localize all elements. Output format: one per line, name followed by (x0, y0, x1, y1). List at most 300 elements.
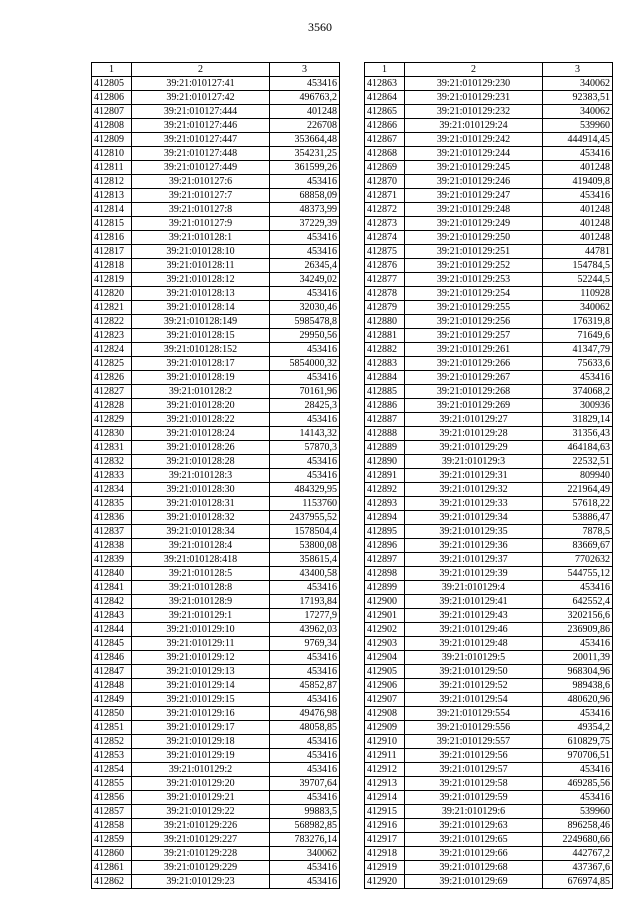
cadastral-number-cell: 39:21:010129:54 (405, 693, 543, 707)
cadastral-number-cell: 39:21:010128:19 (132, 371, 270, 385)
table-row (92, 483, 340, 497)
cadastral-number-cell: 39:21:010127:41 (132, 77, 270, 91)
table-row (92, 665, 340, 679)
value-cell: 32030,46 (270, 301, 340, 315)
cadastral-number-cell: 39:21:010129:230 (405, 77, 543, 91)
value-cell: 43962,03 (270, 623, 340, 637)
row-number-cell: 412856 (92, 791, 132, 805)
table-row (92, 161, 340, 175)
cadastral-number-cell: 39:21:010129:15 (132, 693, 270, 707)
row-number-cell: 412851 (92, 721, 132, 735)
row-number-cell: 412864 (365, 91, 405, 105)
table-header (365, 63, 613, 77)
value-cell: 49354,2 (543, 721, 613, 735)
table-row (92, 231, 340, 245)
cadastral-number-cell: 39:21:010129:13 (132, 665, 270, 679)
value-cell: 453416 (270, 343, 340, 357)
value-cell: 642552,4 (543, 595, 613, 609)
value-cell: 154784,5 (543, 259, 613, 273)
row-number-cell: 412845 (92, 637, 132, 651)
row-number-cell: 412915 (365, 805, 405, 819)
cadastral-number-cell: 39:21:010128:24 (132, 427, 270, 441)
row-number-cell: 412829 (92, 413, 132, 427)
value-cell: 453416 (270, 791, 340, 805)
table-row (365, 413, 613, 427)
table-row (365, 455, 613, 469)
row-number-cell: 412889 (365, 441, 405, 455)
value-cell: 480620,96 (543, 693, 613, 707)
cadastral-number-cell: 39:21:010129:12 (132, 651, 270, 665)
page-number: 3560 (308, 20, 332, 34)
table-body (365, 77, 613, 889)
value-cell: 539960 (543, 119, 613, 133)
value-cell: 970706,51 (543, 749, 613, 763)
row-number-cell: 412865 (365, 105, 405, 119)
row-number-cell: 412815 (92, 217, 132, 231)
cadastral-number-cell: 39:21:010129:1 (132, 609, 270, 623)
row-number-cell: 412913 (365, 777, 405, 791)
value-cell: 48373,99 (270, 203, 340, 217)
cadastral-number-cell: 39:21:010129:249 (405, 217, 543, 231)
table-row (365, 147, 613, 161)
table-row (365, 833, 613, 847)
cadastral-number-cell: 39:21:010127:8 (132, 203, 270, 217)
cadastral-number-cell: 39:21:010129:19 (132, 749, 270, 763)
table-row (365, 749, 613, 763)
row-number-cell: 412807 (92, 105, 132, 119)
table-row (365, 707, 613, 721)
row-number-cell: 412857 (92, 805, 132, 819)
cadastral-number-cell: 39:21:010129:11 (132, 637, 270, 651)
table-row (92, 847, 340, 861)
row-number-cell: 412866 (365, 119, 405, 133)
cadastral-number-cell: 39:21:010129:5 (405, 651, 543, 665)
table-row (92, 343, 340, 357)
value-cell: 221964,49 (543, 483, 613, 497)
value-cell: 453416 (270, 77, 340, 91)
row-number-cell: 412858 (92, 819, 132, 833)
cadastral-number-cell: 39:21:010129:229 (132, 861, 270, 875)
row-number-cell: 412809 (92, 133, 132, 147)
row-number-cell: 412825 (92, 357, 132, 371)
table-row (365, 875, 613, 889)
value-cell: 453416 (543, 637, 613, 651)
row-number-cell: 412863 (365, 77, 405, 91)
cadastral-number-cell: 39:21:010129:43 (405, 609, 543, 623)
table-row (92, 77, 340, 91)
value-cell: 453416 (270, 875, 340, 889)
table-row (365, 175, 613, 189)
header-cell-2: 2 (405, 63, 543, 77)
cadastral-number-cell: 39:21:010127:449 (132, 161, 270, 175)
row-number-cell: 412846 (92, 651, 132, 665)
table-row (365, 203, 613, 217)
cadastral-number-cell: 39:21:010129:255 (405, 301, 543, 315)
cadastral-number-cell: 39:21:010129:17 (132, 721, 270, 735)
cadastral-number-cell: 39:21:010129:251 (405, 245, 543, 259)
value-cell: 9769,34 (270, 637, 340, 651)
row-number-cell: 412822 (92, 315, 132, 329)
row-number-cell: 412810 (92, 147, 132, 161)
table-row (365, 763, 613, 777)
table-row (92, 259, 340, 273)
value-cell: 453416 (543, 189, 613, 203)
value-cell: 809940 (543, 469, 613, 483)
table-row (92, 511, 340, 525)
table-row (365, 133, 613, 147)
value-cell: 544755,12 (543, 567, 613, 581)
cadastral-number-cell: 39:21:010129:554 (405, 707, 543, 721)
cadastral-number-cell: 39:21:010129:58 (405, 777, 543, 791)
table-row (92, 175, 340, 189)
cadastral-number-cell: 39:21:010129:32 (405, 483, 543, 497)
value-cell: 419409,8 (543, 175, 613, 189)
value-cell: 453416 (270, 581, 340, 595)
row-number-cell: 412907 (365, 693, 405, 707)
cadastral-number-cell: 39:21:010129:254 (405, 287, 543, 301)
value-cell: 401248 (543, 231, 613, 245)
cadastral-number-cell: 39:21:010129:231 (405, 91, 543, 105)
row-number-cell: 412848 (92, 679, 132, 693)
table-row (92, 413, 340, 427)
row-number-cell: 412904 (365, 651, 405, 665)
value-cell: 22532,51 (543, 455, 613, 469)
table-row (92, 287, 340, 301)
row-number-cell: 412806 (92, 91, 132, 105)
row-number-cell: 412910 (365, 735, 405, 749)
row-number-cell: 412817 (92, 245, 132, 259)
cadastral-number-cell: 39:21:010129:253 (405, 273, 543, 287)
table-row (92, 791, 340, 805)
table-row (92, 497, 340, 511)
value-cell: 496763,2 (270, 91, 340, 105)
value-cell: 5854000,32 (270, 357, 340, 371)
cadastral-number-cell: 39:21:010128:32 (132, 511, 270, 525)
cadastral-number-cell: 39:21:010128:3 (132, 469, 270, 483)
value-cell: 44781 (543, 245, 613, 259)
row-number-cell: 412812 (92, 175, 132, 189)
table-row (92, 119, 340, 133)
row-number-cell: 412885 (365, 385, 405, 399)
table-header (92, 63, 340, 77)
row-number-cell: 412847 (92, 665, 132, 679)
value-cell: 353664,48 (270, 133, 340, 147)
row-number-cell: 412911 (365, 749, 405, 763)
row-number-cell: 412916 (365, 819, 405, 833)
table-row (365, 161, 613, 175)
row-number-cell: 412840 (92, 567, 132, 581)
cadastral-number-cell: 39:21:010128:20 (132, 399, 270, 413)
table-row (365, 273, 613, 287)
value-cell: 539960 (543, 805, 613, 819)
value-cell: 453416 (270, 763, 340, 777)
value-cell: 444914,45 (543, 133, 613, 147)
table-row (365, 637, 613, 651)
value-cell: 28425,3 (270, 399, 340, 413)
table-row (92, 833, 340, 847)
value-cell: 53800,08 (270, 539, 340, 553)
value-cell: 453416 (543, 707, 613, 721)
table-row (365, 427, 613, 441)
cadastral-number-cell: 39:21:010129:68 (405, 861, 543, 875)
row-number-cell: 412819 (92, 273, 132, 287)
value-cell: 340062 (543, 105, 613, 119)
cadastral-number-cell: 39:21:010129:37 (405, 553, 543, 567)
table-row (92, 819, 340, 833)
value-cell: 300936 (543, 399, 613, 413)
cadastral-number-cell: 39:21:010129:268 (405, 385, 543, 399)
cadastral-number-cell: 39:21:010129:269 (405, 399, 543, 413)
value-cell: 401248 (543, 217, 613, 231)
cadastral-number-cell: 39:21:010129:66 (405, 847, 543, 861)
cadastral-number-cell: 39:21:010129:28 (405, 427, 543, 441)
cadastral-number-cell: 39:21:010129:46 (405, 623, 543, 637)
row-number-cell: 412920 (365, 875, 405, 889)
table-row (92, 875, 340, 889)
row-number-cell: 412874 (365, 231, 405, 245)
row-number-cell: 412898 (365, 567, 405, 581)
table-row (365, 483, 613, 497)
value-cell: 14143,32 (270, 427, 340, 441)
cadastral-number-cell: 39:21:010129:245 (405, 161, 543, 175)
cadastral-number-cell: 39:21:010128:152 (132, 343, 270, 357)
row-number-cell: 412805 (92, 77, 132, 91)
value-cell: 75633,6 (543, 357, 613, 371)
value-cell: 401248 (270, 105, 340, 119)
row-number-cell: 412826 (92, 371, 132, 385)
row-number-cell: 412873 (365, 217, 405, 231)
value-cell: 45852,87 (270, 679, 340, 693)
row-number-cell: 412844 (92, 623, 132, 637)
value-cell: 5985478,8 (270, 315, 340, 329)
value-cell: 34249,02 (270, 273, 340, 287)
row-number-cell: 412839 (92, 553, 132, 567)
cadastral-number-cell: 39:21:010129:2 (132, 763, 270, 777)
cadastral-number-cell: 39:21:010127:446 (132, 119, 270, 133)
row-number-cell: 412842 (92, 595, 132, 609)
table-row (92, 595, 340, 609)
value-cell: 453416 (543, 763, 613, 777)
value-cell: 453416 (270, 693, 340, 707)
value-cell: 52244,5 (543, 273, 613, 287)
value-cell: 57870,3 (270, 441, 340, 455)
row-number-cell: 412816 (92, 231, 132, 245)
row-number-cell: 412894 (365, 511, 405, 525)
cadastral-number-cell: 39:21:010128:5 (132, 567, 270, 581)
table-row (365, 539, 613, 553)
cadastral-number-cell: 39:21:010128:17 (132, 357, 270, 371)
value-cell: 236909,86 (543, 623, 613, 637)
cadastral-number-cell: 39:21:010127:444 (132, 105, 270, 119)
table-row (365, 301, 613, 315)
table-row (365, 511, 613, 525)
row-number-cell: 412896 (365, 539, 405, 553)
row-number-cell: 412890 (365, 455, 405, 469)
row-number-cell: 412883 (365, 357, 405, 371)
table-row (365, 805, 613, 819)
table-row (92, 469, 340, 483)
value-cell: 37229,39 (270, 217, 340, 231)
cadastral-number-cell: 39:21:010128:10 (132, 245, 270, 259)
value-cell: 374068,2 (543, 385, 613, 399)
cadastral-number-cell: 39:21:010129:246 (405, 175, 543, 189)
row-number-cell: 412902 (365, 623, 405, 637)
table-row (92, 693, 340, 707)
row-number-cell: 412887 (365, 413, 405, 427)
value-cell: 437367,6 (543, 861, 613, 875)
value-cell: 453416 (270, 245, 340, 259)
row-number-cell: 412882 (365, 343, 405, 357)
value-cell: 31356,43 (543, 427, 613, 441)
value-cell: 464184,63 (543, 441, 613, 455)
table-row (365, 791, 613, 805)
cadastral-number-cell: 39:21:010129:21 (132, 791, 270, 805)
row-number-cell: 412903 (365, 637, 405, 651)
value-cell: 48058,85 (270, 721, 340, 735)
cadastral-number-cell: 39:21:010129:23 (132, 875, 270, 889)
table-row (92, 133, 340, 147)
table-row (92, 539, 340, 553)
table-row (365, 861, 613, 875)
value-cell: 453416 (270, 175, 340, 189)
cadastral-number-cell: 39:21:010127:6 (132, 175, 270, 189)
value-cell: 176319,8 (543, 315, 613, 329)
value-cell: 484329,95 (270, 483, 340, 497)
table-row (92, 147, 340, 161)
cadastral-number-cell: 39:21:010128:31 (132, 497, 270, 511)
table-row (365, 651, 613, 665)
cadastral-number-cell: 39:21:010129:248 (405, 203, 543, 217)
value-cell: 469285,56 (543, 777, 613, 791)
cadastral-number-cell: 39:21:010129:3 (405, 455, 543, 469)
table-row (365, 623, 613, 637)
table-row (92, 805, 340, 819)
row-number-cell: 412838 (92, 539, 132, 553)
value-cell: 340062 (543, 301, 613, 315)
cadastral-number-cell: 39:21:010128:149 (132, 315, 270, 329)
value-cell: 57618,22 (543, 497, 613, 511)
value-cell: 453416 (270, 469, 340, 483)
row-number-cell: 412914 (365, 791, 405, 805)
value-cell: 453416 (270, 371, 340, 385)
value-cell: 358615,4 (270, 553, 340, 567)
cadastral-number-cell: 39:21:010128:30 (132, 483, 270, 497)
cadastral-number-cell: 39:21:010129:59 (405, 791, 543, 805)
value-cell: 41347,79 (543, 343, 613, 357)
value-cell: 29950,56 (270, 329, 340, 343)
cadastral-number-cell: 39:21:010129:232 (405, 105, 543, 119)
table-row (92, 679, 340, 693)
table-row (92, 399, 340, 413)
cadastral-number-cell: 39:21:010127:42 (132, 91, 270, 105)
value-cell: 20011,39 (543, 651, 613, 665)
cadastral-number-cell: 39:21:010129:18 (132, 735, 270, 749)
table-row (92, 245, 340, 259)
row-number-cell: 412892 (365, 483, 405, 497)
table-row (365, 567, 613, 581)
table-row (365, 441, 613, 455)
row-number-cell: 412831 (92, 441, 132, 455)
row-number-cell: 412872 (365, 203, 405, 217)
table-row (365, 721, 613, 735)
row-number-cell: 412886 (365, 399, 405, 413)
value-cell: 31829,14 (543, 413, 613, 427)
row-number-cell: 412908 (365, 707, 405, 721)
cadastral-number-cell: 39:21:010128:11 (132, 259, 270, 273)
cadastral-number-cell: 39:21:010129:556 (405, 721, 543, 735)
value-cell: 17277,9 (270, 609, 340, 623)
table-row (92, 427, 340, 441)
row-number-cell: 412841 (92, 581, 132, 595)
value-cell: 1578504,4 (270, 525, 340, 539)
cadastral-number-cell: 39:21:010128:28 (132, 455, 270, 469)
table-row (365, 329, 613, 343)
header-cell-3: 3 (543, 63, 613, 77)
cadastral-number-cell: 39:21:010127:9 (132, 217, 270, 231)
cadastral-number-cell: 39:21:010127:448 (132, 147, 270, 161)
value-cell: 453416 (543, 371, 613, 385)
header-cell-1: 1 (92, 63, 132, 77)
value-cell: 71649,6 (543, 329, 613, 343)
value-cell: 453416 (270, 735, 340, 749)
table-row (92, 749, 340, 763)
value-cell: 7878,5 (543, 525, 613, 539)
row-number-cell: 412876 (365, 259, 405, 273)
cadastral-number-cell: 39:21:010129:242 (405, 133, 543, 147)
cadastral-number-cell: 39:21:010129:33 (405, 497, 543, 511)
table-row (365, 581, 613, 595)
cadastral-number-cell: 39:21:010128:2 (132, 385, 270, 399)
value-cell: 453416 (270, 651, 340, 665)
table-row (92, 637, 340, 651)
value-cell: 783276,14 (270, 833, 340, 847)
value-cell: 453416 (543, 791, 613, 805)
row-number-cell: 412909 (365, 721, 405, 735)
table-row (92, 777, 340, 791)
cadastral-number-cell: 39:21:010128:4 (132, 539, 270, 553)
value-cell: 1153760 (270, 497, 340, 511)
cadastral-number-cell: 39:21:010129:36 (405, 539, 543, 553)
row-number-cell: 412813 (92, 189, 132, 203)
table-row (365, 553, 613, 567)
value-cell: 92383,51 (543, 91, 613, 105)
cadastral-number-cell: 39:21:010129:69 (405, 875, 543, 889)
cadastral-number-cell: 39:21:010129:24 (405, 119, 543, 133)
table-row (365, 259, 613, 273)
row-number-cell: 412867 (365, 133, 405, 147)
table-row (92, 735, 340, 749)
cadastral-number-cell: 39:21:010129:266 (405, 357, 543, 371)
table-row (92, 651, 340, 665)
cadastral-number-cell: 39:21:010129:256 (405, 315, 543, 329)
cadastral-number-cell: 39:21:010129:52 (405, 679, 543, 693)
table-row (365, 399, 613, 413)
row-number-cell: 412814 (92, 203, 132, 217)
value-cell: 340062 (270, 847, 340, 861)
value-cell: 453416 (270, 861, 340, 875)
row-number-cell: 412870 (365, 175, 405, 189)
table-row (92, 385, 340, 399)
table-row (365, 343, 613, 357)
table-row (92, 273, 340, 287)
table-row (92, 623, 340, 637)
cadastral-number-cell: 39:21:010128:15 (132, 329, 270, 343)
table-row (365, 693, 613, 707)
cadastral-number-cell: 39:21:010129:56 (405, 749, 543, 763)
table-row (92, 189, 340, 203)
row-number-cell: 412833 (92, 469, 132, 483)
value-cell: 401248 (543, 203, 613, 217)
